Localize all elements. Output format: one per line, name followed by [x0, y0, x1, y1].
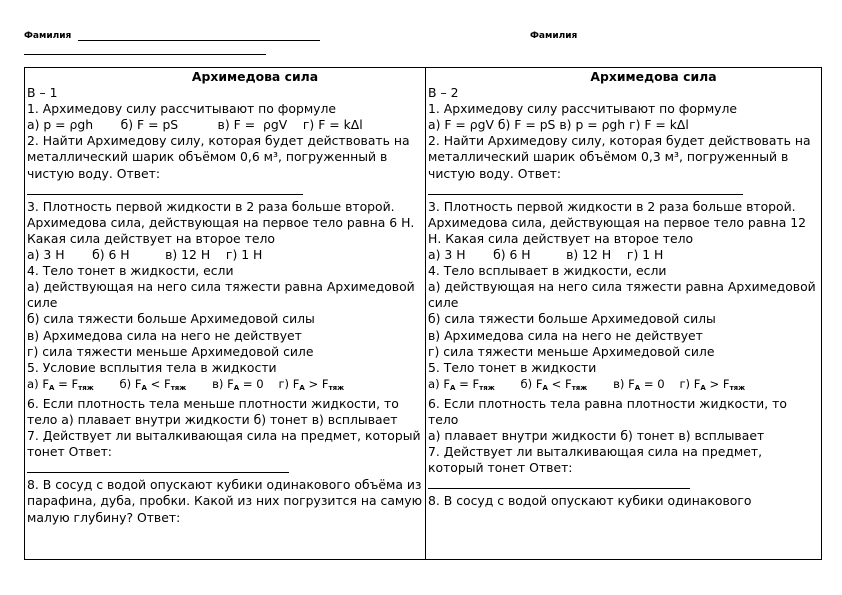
- v1-question-5: 5. Условие всплытия тела в жидкости: [27, 359, 277, 375]
- v1-q5-a: а) $F_A = F_{тяж}$: [27, 376, 94, 392]
- v2-q5-c: в) $F_A = 0$: [613, 376, 665, 392]
- v2-question-1: 1. Архимедову силу рассчитывают по формуле: [428, 101, 738, 117]
- v2-question-4-d: г) сила тяжести меньше Архимедовой силе: [428, 343, 715, 359]
- v2-q5-d: г) $F_A > F_{тяж}$: [679, 376, 746, 392]
- v2-question-4-c: в) Архимедова сила на него не действует: [428, 327, 703, 343]
- v1-q5-b: б) $F_A < F_{тяж}$: [119, 376, 187, 392]
- v1-question-1: 1. Архимедову силу рассчитывают по формуле: [27, 101, 337, 117]
- v1-question-7: 7. Действует ли выталкивающая сила на предмет, который тонет Ответ:: [27, 428, 421, 460]
- v1-q5-c: в) $F_A = 0$: [212, 376, 264, 392]
- v2-question-8: 8. В сосуд с водой опускают кубики одинакового: [428, 493, 752, 509]
- v2-question-7: 7. Действует ли выталкивающая сила на предмет, который тонет Ответ:: [428, 444, 763, 476]
- v2-question-6: 6. Если плотность тела равна плотности жидкости, то тело: [428, 395, 787, 427]
- v1-answer-7-line: [27, 460, 289, 473]
- v2-question-2: 2. Найти Архимедову силу, которая будет действовать на металлический шарик объёмом 0,3 м³, погруженный в чистую воду. Ответ:: [428, 133, 811, 181]
- v2-question-3: 3. Плотность первой жидкости в 2 раза больше второй. Архимедова сила, действующая на первое тело равна 12 Н. Какая сила действует на второе тело: [428, 198, 807, 246]
- v2-question-5: 5. Тело тонет в жидкости: [428, 359, 597, 375]
- v2-question-3-options: а) 3 Н б) 6 Н в) 12 Н г) 1 Н: [428, 247, 664, 263]
- v1-question-4: 4. Тело тонет в жидкости, если: [27, 263, 234, 279]
- v2-answer-2-line: [428, 182, 743, 195]
- v1-question-2: 2. Найти Архимедову силу, которая будет действовать на металлический шарик объёмом 0,6 м³, погруженный в чистую воду. Ответ:: [27, 133, 410, 181]
- v2-q5-b: б) $F_A < F_{тяж}$: [520, 376, 588, 392]
- variant-2-column: [426, 68, 822, 560]
- v2-question-4-b: б) сила тяжести больше Архимедовой силы: [428, 311, 716, 327]
- v1-question-1-options: а) p = ρgh б) F = pS в) F = ρgV г) F = kΔl: [27, 117, 363, 133]
- v2-question-1-options: а) F = ρgV б) F = pS в) p = ρgh г) F = kΔl: [428, 117, 689, 133]
- v1-question-5-options: [27, 376, 423, 396]
- surname-line-left: [78, 30, 320, 41]
- variant-1-column: [25, 68, 426, 560]
- v2-question-5-options: [428, 376, 819, 396]
- surname-line-left-2: [24, 44, 266, 55]
- v2-question-4-a: а) действующая на него сила тяжести равна Архимедовой силе: [428, 279, 816, 311]
- variant-2-label: В – 2: [428, 85, 459, 101]
- surname-label-right: Фамилия: [530, 31, 578, 41]
- v2-answer-7-line: [428, 476, 690, 489]
- v2-q5-a: а) $F_A = F_{тяж}$: [428, 376, 495, 392]
- test-sheet: [24, 67, 822, 560]
- surname-label-left: Фамилия: [24, 31, 72, 41]
- v1-question-4-a: а) действующая на него сила тяжести равна Архимедовой силе: [27, 279, 415, 311]
- v1-question-6: 6. Если плотность тела меньше плотности жидкости, то тело а) плавает внутри жидкости б) тонет в) всплывает: [27, 395, 399, 427]
- v1-question-3: 3. Плотность первой жидкости в 2 раза больше второй. Архимедова сила, действующая на первое тело равна 6 Н. Какая сила действует на второе тело: [27, 198, 415, 246]
- v2-question-6-options: а) плавает внутри жидкости б) тонет в) всплывает: [428, 428, 765, 444]
- variant-2-title: Архимедова сила: [590, 69, 717, 84]
- v1-question-4-b: б) сила тяжести больше Архимедовой силы: [27, 311, 315, 327]
- v1-question-4-d: г) сила тяжести меньше Архимедовой силе: [27, 343, 314, 359]
- variant-1-label: В – 1: [27, 85, 58, 101]
- v1-question-8: 8. В сосуд с водой опускают кубики одинакового объёма из парафина, дуба, пробки. Какой из них погрузится на самую малую глубину? Ответ:: [27, 477, 423, 525]
- v1-answer-2-line: [27, 182, 303, 195]
- variant-1-title: Архимедова сила: [191, 69, 319, 84]
- v1-question-3-options: а) 3 Н б) 6 Н в) 12 Н г) 1 Н: [27, 247, 263, 263]
- v1-question-4-c: в) Архимедова сила на него не действует: [27, 327, 302, 343]
- v1-q5-d: г) $F_A > F_{тяж}$: [278, 376, 345, 392]
- v2-question-4: 4. Тело всплывает в жидкости, если: [428, 263, 667, 279]
